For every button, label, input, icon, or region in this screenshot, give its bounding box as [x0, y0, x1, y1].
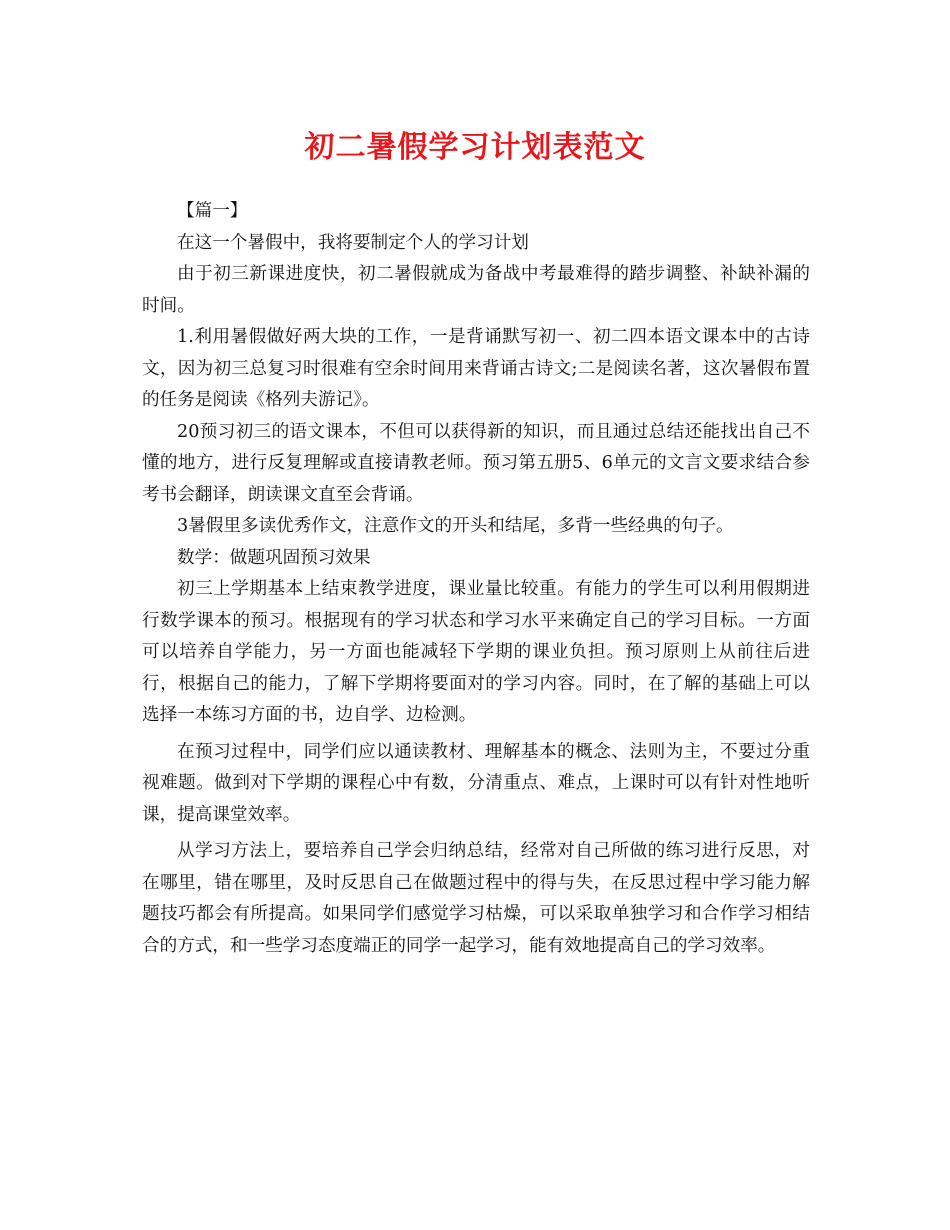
paragraph: 在预习过程中，同学们应以通读教材、理解基本的概念、法则为主，不要过分重视难题。做到对下学期的课程心中有数，分清重点、难点，上课时可以有针对性地听课，提高课堂效率。	[142, 741, 810, 825]
paragraph: 初三上学期基本上结束教学进度，课业量比较重。有能力的学生可以利用假期进行数学课本的预习。根据现有的学习状态和学习水平来确定自己的学习目标。一方面可以培养自学能力，另一方面也能减轻下学期的课业负担。预习原则上从前往后进行，根据自己的能力，了解下学期将要面对的学习内容。同时，在了解的基础上可以选择一本练习方面的书，边自学、边检测。	[142, 579, 810, 725]
paragraph: 在这一个暑假中，我将要制定个人的学习计划	[177, 232, 529, 253]
paragraph: 从学习方法上，要培养自己学会归纳总结，经常对自己所做的练习进行反思，对在哪里，错在哪里，及时反思自己在做题过程中的得与失，在反思过程中学习能力解题技巧都会有所提高。如果同学们感觉学习枯燥，可以采取单独学习和合作学习相结合的方式，和一些学习态度端正的同学一起学习，能有效地提高自己的学习效率。	[142, 841, 810, 956]
section-heading: 【篇一】	[177, 201, 248, 221]
paragraph: 由于初三新课进度快，初二暑假就成为备战中考最难得的踏步调整、补缺补漏的时间。	[142, 264, 810, 316]
paragraph: 3暑假里多读优秀作文，注意作文的开头和结尾，多背一些经典的句子。	[177, 516, 734, 536]
paragraph: 数学：做题巩固预习效果	[177, 547, 371, 568]
document-title: 初二暑假学习计划表范文	[304, 130, 646, 165]
paragraph: 20预习初三的语文课本，不但可以获得新的知识，而且通过总结还能找出自己不懂的地方，进行反复理解或直接请教老师。预习第五册5、6单元的文言文要求结合参考书会翻译，朗读课文直至会背诵。	[142, 421, 810, 505]
document-body	[142, 196, 810, 962]
paragraph: 1.利用暑假做好两大块的工作，一是背诵默写初一、初二四本语文课本中的古诗文，因为初三总复习时很难有空余时间用来背诵古诗文;二是阅读名著，这次暑假布置的任务是阅读《格列夫游记》。	[142, 327, 810, 410]
